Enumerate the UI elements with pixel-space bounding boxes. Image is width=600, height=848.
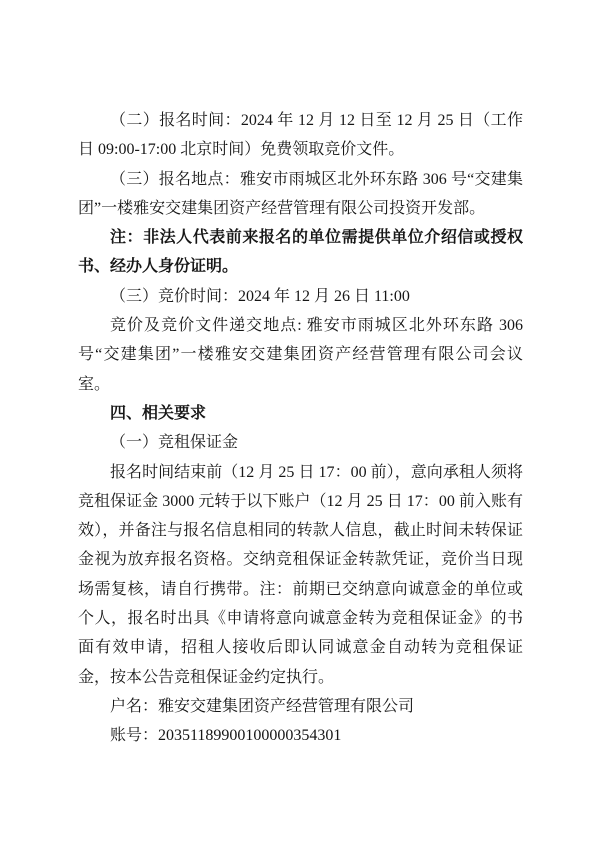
paragraph-registration-location: （三）报名地点：雅安市雨城区北外环东路 306 号“交建集团”一楼雅安交建集团资产经营管理有限公司投资开发部。: [78, 170, 523, 217]
paragraph-auction-time: （三）竞价时间：2024 年 12 月 26 日 11:00: [110, 287, 410, 305]
paragraph-note-non-legal-representative: 注：非法人代表前来报名的单位需提供单位介绍信或授权书、经办人身份证明。: [78, 229, 523, 276]
paragraph-auction-submission-location: 竞价及竞价文件递交地点: 雅安市雨城区北外环东路 306 号“交建集团”一楼雅安交建集团资产经营管理有限公司会议室。: [78, 317, 523, 393]
section-heading-related-requirements: 四、相关要求: [110, 404, 207, 422]
paragraph-deposit-details: 报名时间结束前（12 月 25 日 17：00 前），意向承租人须将竞租保证金 3000 元转于以下账户（12 月 25 日 17：00 前入账有效），并备注与报名信息相同的转款人信息，截止时间未转保证金视为放弃报名资格。交纳竞租保证金转款凭证，竞价当日现场需复核，请自行携带。注：前期已交纳意向诚意金的单位或个人，报名时出具《申请将意向诚意金转为竞租保证金》的书面有效申请，招租人接收后即认同诚意金自动转为竞租保证金，按本公告竞租保证金约定执行。: [78, 463, 523, 686]
paragraph-account-number: 账号：20351189900100000354301: [110, 727, 342, 745]
paragraph-account-holder: 户名：雅安交建集团资产经营管理有限公司: [110, 697, 415, 715]
paragraph-deposit-subheading: （一）竞租保证金: [110, 434, 239, 452]
paragraph-registration-time: （二）报名时间：2024 年 12 月 12 日至 12 月 25 日（工作日 09:00-17:00 北京时间）免费领取竞价文件。: [78, 112, 523, 159]
